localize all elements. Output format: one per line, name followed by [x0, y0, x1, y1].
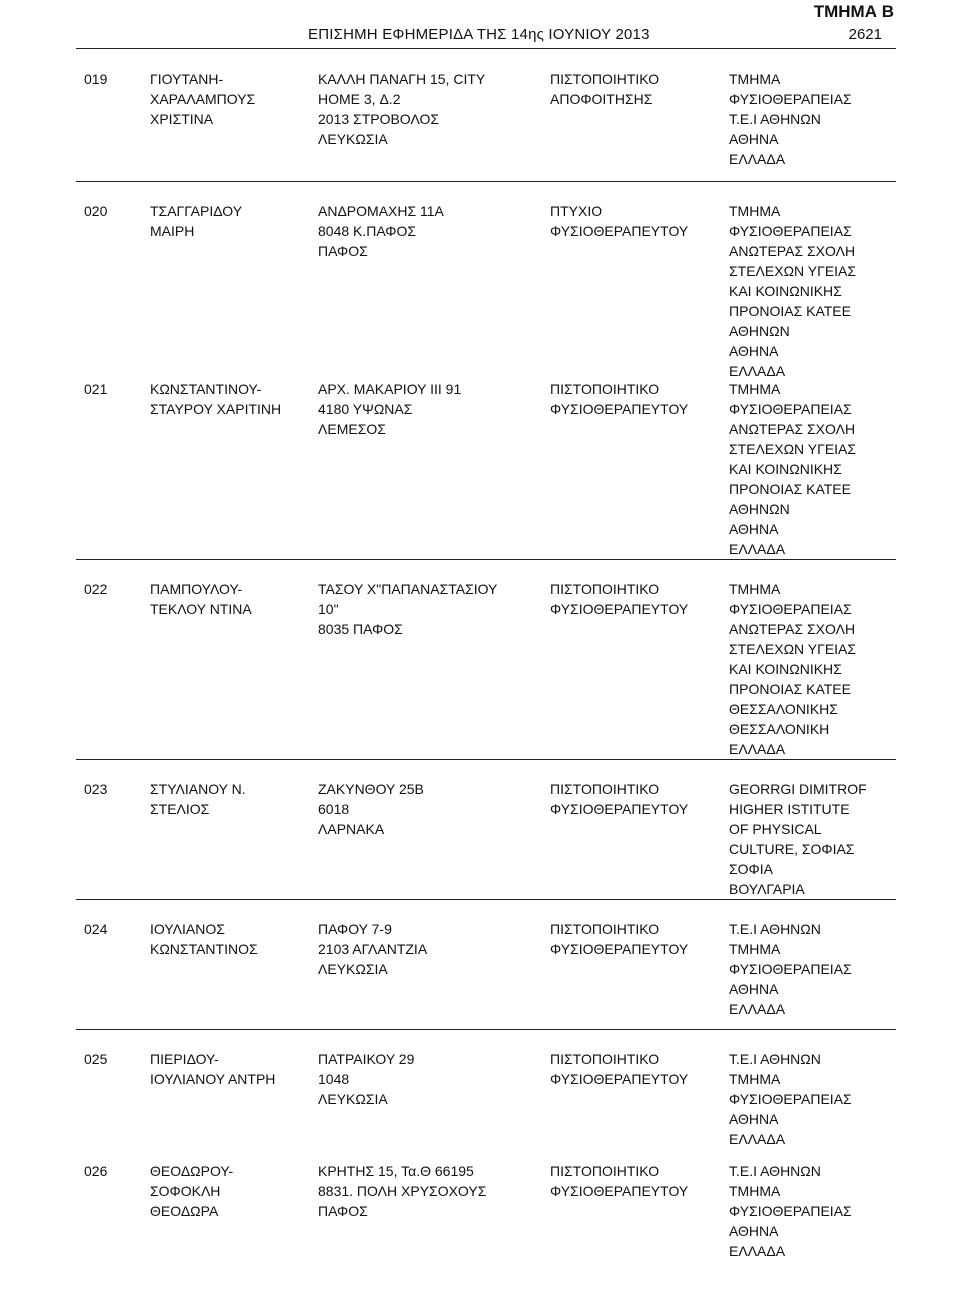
- institution-line: Τ.Ε.Ι ΑΘΗΝΩΝ: [729, 921, 821, 937]
- address: [318, 201, 444, 261]
- address-line: HOME 3, Δ.2: [318, 91, 401, 107]
- institution-line: ΣΤΕΛΕΧΩΝ ΥΓΕΙΑΣ: [729, 441, 857, 457]
- table-row: [76, 49, 896, 182]
- row-number: 026: [84, 1163, 108, 1179]
- applicant-name-line: ΧΑΡΑΛΑΜΠΟΥΣ: [150, 91, 256, 107]
- institution-line: ΦΥΣΙΟΘΕΡΑΠΕΙΑΣ: [729, 1091, 852, 1107]
- institution-line: ΤΜΗΜΑ: [729, 203, 781, 219]
- address: [318, 779, 424, 839]
- address-line: ΑΡΧ. ΜΑΚΑΡΙΟΥ III 91: [318, 381, 462, 397]
- institution-line: ΕΛΛΑΔΑ: [729, 741, 786, 757]
- institution: [729, 69, 852, 169]
- institution-line: ΤΜΗΜΑ: [729, 581, 781, 597]
- institution-line: ΣΤΕΛΕΧΩΝ ΥΓΕΙΑΣ: [729, 263, 857, 279]
- address-line: ΑΝΔΡΟΜΑΧΗΣ 11Α: [318, 203, 444, 219]
- institution-line: ΤΜΗΜΑ: [729, 71, 781, 87]
- institution-line: ΕΛΛΑΔΑ: [729, 363, 786, 379]
- address-line: ΛΕΥΚΩΣΙΑ: [318, 131, 388, 147]
- institution-line: ΠΡΟΝΟΙΑΣ ΚΑΤΕΕ: [729, 481, 851, 497]
- qualification-line: ΦΥΣΙΟΘΕΡΑΠΕΥΤΟΥ: [550, 1071, 689, 1087]
- qualification-line: ΠΙΣΤΟΠΟΙΗΤΙΚΟ: [550, 381, 660, 397]
- applicant-name: [150, 201, 242, 241]
- institution: [729, 379, 856, 559]
- institution-line: ΕΛΛΑΔΑ: [729, 1243, 786, 1259]
- applicant-name: [150, 1049, 275, 1089]
- page-number: 2621: [848, 26, 882, 43]
- section-label: ΤΜΗΜΑ Β: [813, 2, 894, 21]
- address-line: 2013 ΣΤΡΟΒΟΛΟΣ: [318, 111, 440, 127]
- qualification-line: ΠΙΣΤΟΠΟΙΗΤΙΚΟ: [550, 71, 660, 87]
- institution-line: Τ.Ε.Ι ΑΘΗΝΩΝ: [729, 111, 821, 127]
- address-line: 6018: [318, 801, 350, 817]
- qualification-line: ΠΙΣΤΟΠΟΙΗΤΙΚΟ: [550, 581, 660, 597]
- institution-line: ΑΘΗΝΑ: [729, 343, 779, 359]
- row-number: 025: [84, 1051, 108, 1067]
- row-number: 022: [84, 581, 108, 597]
- address-line: 8048 Κ.ΠΑΦΟΣ: [318, 223, 417, 239]
- applicant-name-line: ΓΙΟΥΤΑΝΗ-: [150, 71, 224, 87]
- address-line: ΛΕΜΕΣΟΣ: [318, 421, 386, 437]
- table-row: [76, 1029, 896, 1147]
- applicant-name-line: ΘΕΟΔΩΡΟΥ-: [150, 1163, 234, 1179]
- institution-line: ΑΘΗΝΩΝ: [729, 323, 790, 339]
- institution-line: ΚΑΙ ΚΟΙΝΩΝΙΚΗΣ: [729, 661, 842, 677]
- institution-line: ΑΘΗΝΑ: [729, 1223, 779, 1239]
- institution-line: ΣΤΕΛΕΧΩΝ ΥΓΕΙΑΣ: [729, 641, 857, 657]
- qualification: [550, 69, 659, 109]
- institution-line: ΑΘΗΝΑ: [729, 981, 779, 997]
- address-line: ΚΑΛΛΗ ΠΑΝΑΓΗ 15, CITY: [318, 71, 486, 87]
- applicant-name-line: ΙΟΥΛΙΑΝΟΣ: [150, 921, 225, 937]
- address: [318, 919, 427, 979]
- applicant-name-line: ΜΑΙΡΗ: [150, 223, 195, 239]
- table-row: [76, 181, 896, 379]
- address-line: ΛΑΡΝΑΚΑ: [318, 821, 385, 837]
- institution-line: ΑΝΩΤΕΡΑΣ ΣΧΟΛΗ: [729, 243, 856, 259]
- row-number: 023: [84, 781, 108, 797]
- qualification-line: ΑΠΟΦΟΙΤΗΣΗΣ: [550, 91, 653, 107]
- address-line: ΠΑΦΟΥ 7-9: [318, 921, 392, 937]
- institution-line: CULTURE, ΣΟΦΙΑΣ: [729, 841, 855, 857]
- address-line: 4180 ΥΨΩΝΑΣ: [318, 401, 413, 417]
- applicant-name: [150, 579, 252, 619]
- institution-line: ΤΜΗΜΑ: [729, 941, 781, 957]
- institution: [729, 201, 856, 381]
- row-number: 024: [84, 921, 108, 937]
- institution: [729, 779, 867, 899]
- address-line: 8831. ΠΟΛΗ ΧΡΥΣΟΧΟΥΣ: [318, 1183, 487, 1199]
- qualification: [550, 379, 688, 419]
- qualification-line: ΠΙΣΤΟΠΟΙΗΤΙΚΟ: [550, 1163, 660, 1179]
- institution-line: ΘΕΣΣΑΛΟΝΙΚΗ: [729, 721, 830, 737]
- applicant-name: [150, 1161, 233, 1221]
- institution-line: ΕΛΛΑΔΑ: [729, 151, 786, 167]
- institution-line: ΠΡΟΝΟΙΑΣ ΚΑΤΕΕ: [729, 681, 851, 697]
- institution-line: ΤΜΗΜΑ: [729, 1071, 781, 1087]
- institution-line: ΦΥΣΙΟΘΕΡΑΠΕΙΑΣ: [729, 601, 852, 617]
- applicant-name-line: ΣΤΕΛΙΟΣ: [150, 801, 210, 817]
- qualification: [550, 201, 688, 241]
- institution-line: ΚΑΙ ΚΟΙΝΩΝΙΚΗΣ: [729, 461, 842, 477]
- applicant-name-line: ΣΤΥΛΙΑΝΟΥ Ν.: [150, 781, 246, 797]
- table-row: [76, 1141, 896, 1291]
- table-row: [76, 359, 896, 560]
- qualification-line: ΦΥΣΙΟΘΕΡΑΠΕΥΤΟΥ: [550, 601, 689, 617]
- applicant-name-line: ΚΩΝΣΤΑΝΤΙΝΟΥ-: [150, 381, 262, 397]
- applicant-name-line: ΘΕΟΔΩΡΑ: [150, 1203, 219, 1219]
- page-header: [0, 0, 960, 50]
- institution-line: Τ.Ε.Ι ΑΘΗΝΩΝ: [729, 1163, 821, 1179]
- applicant-name-line: ΤΕΚΛΟΥ ΝΤΙΝΑ: [150, 601, 252, 617]
- address-line: ΠΑΦΟΣ: [318, 243, 368, 259]
- institution-line: ΑΘΗΝΑ: [729, 521, 779, 537]
- institution-line: ΦΥΣΙΟΘΕΡΑΠΕΙΑΣ: [729, 401, 852, 417]
- institution-line: ΑΘΗΝΩΝ: [729, 501, 790, 517]
- applicant-name-line: ΣΤΑΥΡΟΥ ΧΑΡΙΤΙΝΗ: [150, 401, 282, 417]
- address-line: ΚΡΗΤΗΣ 15, Τα.Θ 66195: [318, 1163, 474, 1179]
- qualification-line: ΠΙΣΤΟΠΟΙΗΤΙΚΟ: [550, 781, 660, 797]
- applicant-name-line: ΠΑΜΠΟΥΛΟΥ-: [150, 581, 243, 597]
- address-line: 10": [318, 601, 339, 617]
- qualification-line: ΦΥΣΙΟΘΕΡΑΠΕΥΤΟΥ: [550, 223, 689, 239]
- applicant-name-line: ΚΩΝΣΤΑΝΤΙΝΟΣ: [150, 941, 258, 957]
- address: [318, 1049, 414, 1109]
- registry-table: [76, 48, 896, 1299]
- applicant-name: [150, 919, 258, 959]
- institution-line: ΠΡΟΝΟΙΑΣ ΚΑΤΕΕ: [729, 303, 851, 319]
- qualification: [550, 919, 688, 959]
- address: [318, 379, 461, 439]
- address-line: ΖΑΚΥΝΘΟΥ 25Β: [318, 781, 424, 797]
- institution-line: ΣΟΦΙΑ: [729, 861, 773, 877]
- table-row: [76, 759, 896, 900]
- address-line: 8035 ΠΑΦΟΣ: [318, 621, 403, 637]
- address: [318, 69, 485, 149]
- qualification-line: ΠΙΣΤΟΠΟΙΗΤΙΚΟ: [550, 1051, 660, 1067]
- gazette-title: ΕΠΙΣΗΜΗ ΕΦΗΜΕΡΙΔΑ ΤΗΣ 14ης ΙΟΥΝΙΟΥ 2013: [308, 26, 650, 43]
- institution-line: OF PHYSICAL: [729, 821, 822, 837]
- row-number: 021: [84, 381, 108, 397]
- institution-line: ΒΟΥΛΓΑΡΙΑ: [729, 881, 805, 897]
- address-line: ΤΑΣΟΥ Χ"ΠΑΠΑΝΑΣΤΑΣΙΟΥ: [318, 581, 498, 597]
- qualification-line: ΠΤΥΧΙΟ: [550, 203, 603, 219]
- address-line: ΛΕΥΚΩΣΙΑ: [318, 1091, 388, 1107]
- qualification-line: ΦΥΣΙΟΘΕΡΑΠΕΥΤΟΥ: [550, 801, 689, 817]
- address-line: 2103 ΑΓΛΑΝΤΖΙΑ: [318, 941, 428, 957]
- institution-line: HIGHER ISTITUTE: [729, 801, 850, 817]
- institution-line: ΤΜΗΜΑ: [729, 381, 781, 397]
- qualification-line: ΦΥΣΙΟΘΕΡΑΠΕΥΤΟΥ: [550, 1183, 689, 1199]
- applicant-name-line: ΣΟΦΟΚΛΗ: [150, 1183, 221, 1199]
- institution: [729, 919, 852, 1019]
- table-row: [76, 559, 896, 760]
- applicant-name-line: ΠΙΕΡΙΔΟΥ-: [150, 1051, 219, 1067]
- institution-line: ΑΘΗΝΑ: [729, 131, 779, 147]
- applicant-name: [150, 779, 246, 819]
- applicant-name-line: ΧΡΙΣΤΙΝΑ: [150, 111, 214, 127]
- institution: [729, 579, 856, 759]
- institution-line: ΦΥΣΙΟΘΕΡΑΠΕΙΑΣ: [729, 961, 852, 977]
- institution-line: ΑΝΩΤΕΡΑΣ ΣΧΟΛΗ: [729, 421, 856, 437]
- institution-line: GEORRGI DIMITROF: [729, 781, 867, 797]
- table-row: [76, 899, 896, 1030]
- address-line: ΠΑΤΡΑΙΚΟΥ 29: [318, 1051, 415, 1067]
- institution: [729, 1049, 852, 1149]
- institution-line: ΘΕΣΣΑΛΟΝΙΚΗΣ: [729, 701, 838, 717]
- institution-line: ΑΝΩΤΕΡΑΣ ΣΧΟΛΗ: [729, 621, 856, 637]
- qualification-line: ΦΥΣΙΟΘΕΡΑΠΕΥΤΟΥ: [550, 401, 689, 417]
- applicant-name-line: ΤΣΑΓΓΑΡΙΔΟΥ: [150, 203, 243, 219]
- institution-line: ΕΛΛΑΔΑ: [729, 1131, 786, 1147]
- institution-line: ΕΛΛΑΔΑ: [729, 541, 786, 557]
- row-number: 020: [84, 203, 108, 219]
- institution-line: Τ.Ε.Ι ΑΘΗΝΩΝ: [729, 1051, 821, 1067]
- address-line: 1048: [318, 1071, 350, 1087]
- row-number: 019: [84, 71, 108, 87]
- qualification: [550, 779, 688, 819]
- address-line: ΛΕΥΚΩΣΙΑ: [318, 961, 388, 977]
- qualification: [550, 1049, 688, 1089]
- address: [318, 1161, 486, 1221]
- institution-line: ΚΑΙ ΚΟΙΝΩΝΙΚΗΣ: [729, 283, 842, 299]
- institution-line: ΤΜΗΜΑ: [729, 1183, 781, 1199]
- qualification: [550, 1161, 688, 1201]
- address: [318, 579, 497, 639]
- qualification-line: ΠΙΣΤΟΠΟΙΗΤΙΚΟ: [550, 921, 660, 937]
- applicant-name: [150, 379, 281, 419]
- institution-line: ΦΥΣΙΟΘΕΡΑΠΕΙΑΣ: [729, 223, 852, 239]
- institution-line: ΦΥΣΙΟΘΕΡΑΠΕΙΑΣ: [729, 1203, 852, 1219]
- institution-line: ΕΛΛΑΔΑ: [729, 1001, 786, 1017]
- qualification: [550, 579, 688, 619]
- applicant-name-line: ΙΟΥΛΙΑΝΟΥ ΑΝΤΡΗ: [150, 1071, 276, 1087]
- institution-line: ΦΥΣΙΟΘΕΡΑΠΕΙΑΣ: [729, 91, 852, 107]
- qualification-line: ΦΥΣΙΟΘΕΡΑΠΕΥΤΟΥ: [550, 941, 689, 957]
- institution-line: ΑΘΗΝΑ: [729, 1111, 779, 1127]
- address-line: ΠΑΦΟΣ: [318, 1203, 368, 1219]
- institution: [729, 1161, 852, 1261]
- applicant-name: [150, 69, 255, 129]
